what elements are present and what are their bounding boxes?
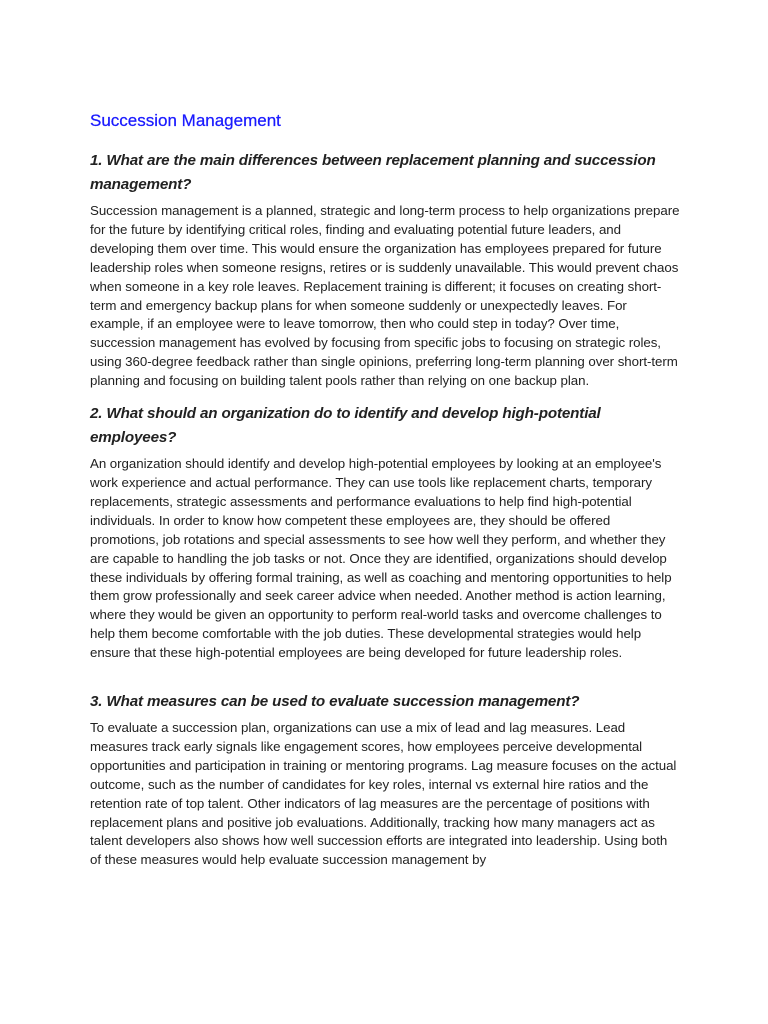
question-heading: 3. What measures can be used to evaluate succession management? bbox=[90, 693, 580, 711]
section-evaluation-measures bbox=[90, 690, 680, 870]
question-heading: 2. What should an organization do to identify and develop high-potential employees? bbox=[90, 405, 601, 447]
answer-paragraph: To evaluate a succession plan, organizations can use a mix of lead and lag measures. Lead measures track early signals like engagement scores, how employees perceive developmental opportunities and participation in training or mentoring programs. Lag measure focuses on the actual outcome, such as the number of candidates for key roles, internal vs external hire ratios and the retention rate of top talent. Other indicators of lag measures are the percentage of positions with replacement plans and positive job evaluations. Additionally, tracking how many managers act as talent developers also shows how well succession efforts are integrated into leadership. Using both of these measures would help evaluate succession management by bbox=[90, 720, 677, 868]
section-replacement-vs-succession bbox=[90, 149, 680, 391]
question-heading: 1. What are the main differences between replacement planning and succession management? bbox=[90, 152, 656, 193]
document-title: Succession Management bbox=[90, 111, 281, 130]
section-high-potential-employees bbox=[90, 402, 680, 663]
document-page bbox=[90, 108, 680, 870]
answer-paragraph: An organization should identify and develop high-potential employees by looking at an employee's work experience and actual performance. They can use tools like replacement charts, temporary replacements, strategic assessments and performance evaluations to help find high-potential individuals. In order to know how competent these employees are, they should be offered promotions, job rotations and special assessments to see how well they perform, and whether they are capable to handling the job tasks or not. Once they are identified, organizations should develop these individuals by offering formal training, as well as coaching and mentoring opportunities to help them grow professionally and seek career advice when needed. Another method is action learning, where they would be given an opportunity to perform real-world tasks and overcome challenges to help them become comfortable with the job duties. These developmental strategies would help ensure that these high-potential employees are being developed for future leadership roles. bbox=[90, 456, 672, 661]
answer-paragraph: Succession management is a planned, strategic and long-term process to help organizations prepare for the future by identifying critical roles, finding and evaluating potential future leaders, and developing them over time. This would ensure the organization has employees prepared for future leadership roles when someone resigns, retires or is suddenly unavailable. This would prevent chaos when someone in a key role leaves. Replacement training is different; it focuses on creating short-term and emergency backup plans for when someone suddenly or unexpectedly leaves. For example, if an employee were to leave tomorrow, then who could step in today? Over time, succession management has evolved by focusing from specific jobs to focusing on strategic roles, using 360-degree feedback rather than single opinions, preferring long-term planning over short-term planning and focusing on building talent pools rather than relying on one backup plan. bbox=[90, 203, 680, 389]
